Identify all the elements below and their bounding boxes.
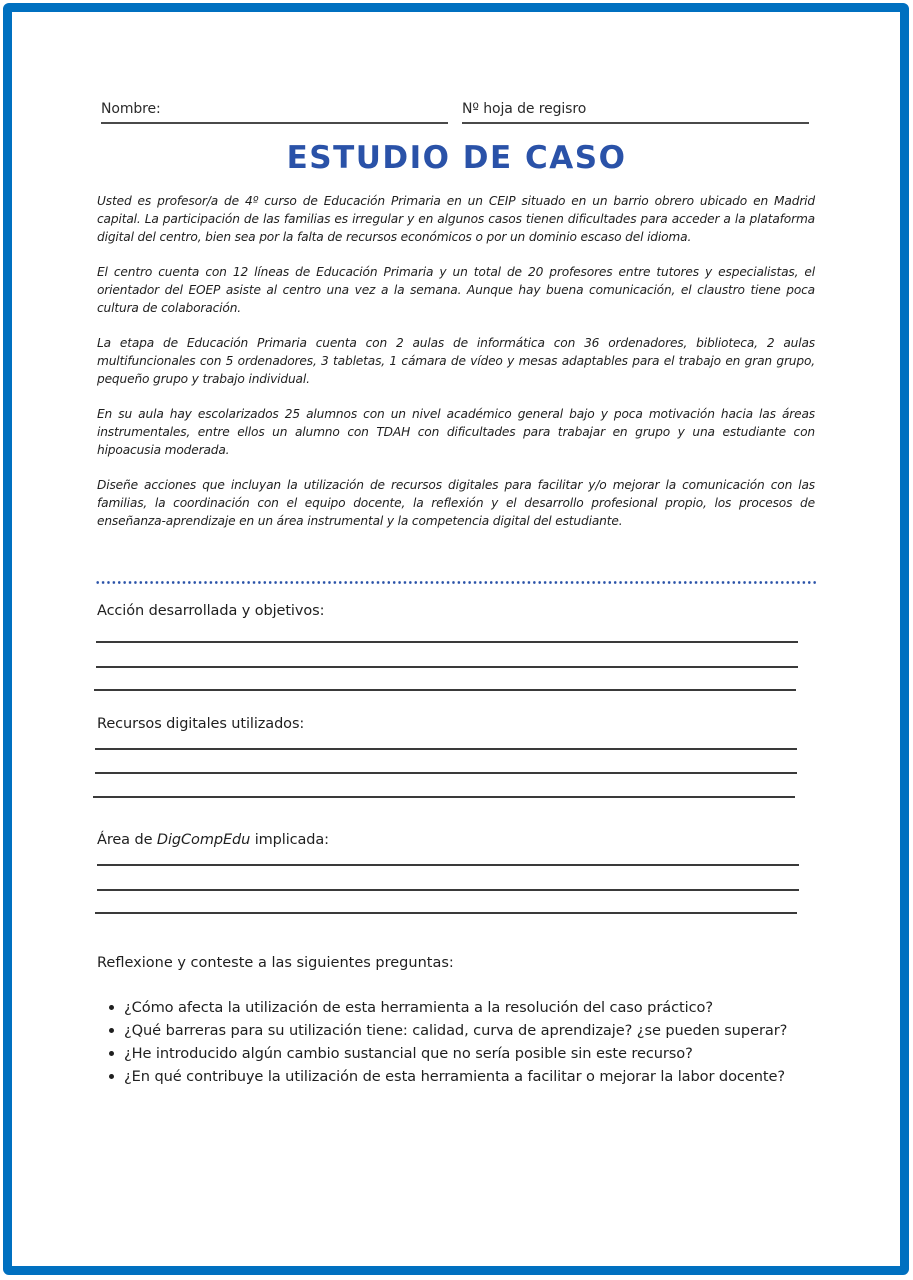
sheet-number-label: Nº hoja de regisro bbox=[462, 101, 587, 117]
area-answer-line-1[interactable] bbox=[97, 864, 799, 866]
question-text: ¿En qué contribuye la utilización de esta herramienta a facilitar o mejorar la labor docente? bbox=[124, 1068, 786, 1085]
resources-answer-line-3[interactable] bbox=[93, 796, 795, 798]
question-text: ¿He introducido algún cambio sustancial que no sería posible sin este recurso? bbox=[124, 1045, 693, 1062]
area-answer-line-3[interactable] bbox=[95, 912, 797, 914]
reflection-label: Reflexione y conteste a las siguientes preguntas: bbox=[97, 955, 454, 971]
case-description bbox=[97, 192, 815, 547]
question-item bbox=[124, 1065, 814, 1088]
name-field[interactable] bbox=[101, 98, 448, 124]
area-label-emphasis: DigCompEdu bbox=[156, 832, 251, 848]
resources-section-label: Recursos digitales utilizados: bbox=[97, 716, 305, 732]
question-text: ¿Cómo afecta la utilización de esta herramienta a la resolución del caso práctico? bbox=[124, 999, 713, 1016]
name-label: Nombre: bbox=[101, 101, 161, 117]
question-item bbox=[124, 1019, 814, 1042]
question-item bbox=[124, 996, 814, 1019]
reflection-questions bbox=[124, 996, 814, 1088]
area-label-prefix: Área de bbox=[97, 832, 157, 848]
bullet-icon bbox=[109, 1074, 114, 1079]
resources-answer-line-1[interactable] bbox=[95, 748, 797, 750]
question-item bbox=[124, 1042, 814, 1065]
resources-answer-line-2[interactable] bbox=[95, 772, 797, 774]
area-label-suffix: implicada: bbox=[250, 832, 329, 848]
intro-paragraph: Diseñe acciones que incluyan la utilización de recursos digitales para facilitar y/o mejorar la comunicación con las familias, la coordinación con el equipo docente, la reflexión y el desarrollo profesional propio, los procesos de enseñanza-aprendizaje en un área instrumental y la competencia digital del estudiante. bbox=[97, 478, 815, 528]
intro-paragraph: La etapa de Educación Primaria cuenta con 2 aulas de informática con 36 ordenadores, biblioteca, 2 aulas multifuncionales con 5 ordenadores, 3 tabletas, 1 cámara de vídeo y mesas adaptables para el trabajo en gran grupo, pequeño grupo y trabajo individual. bbox=[97, 336, 815, 386]
page-title: ESTUDIO DE CASO bbox=[286, 140, 627, 176]
action-section-label: Acción desarrollada y objetivos: bbox=[97, 603, 325, 619]
dotted-divider bbox=[95, 581, 816, 584]
intro-paragraph: En su aula hay escolarizados 25 alumnos con un nivel académico general bajo y poca motivación hacia las áreas instrumentales, entre ellos un alumno con TDAH con dificultades para trabajar en grupo y una estudiante con hipoacusia moderada. bbox=[97, 407, 815, 457]
bullet-icon bbox=[109, 1051, 114, 1056]
bullet-icon bbox=[109, 1005, 114, 1010]
action-answer-line-1[interactable] bbox=[96, 641, 798, 643]
digcompedu-section-label bbox=[97, 832, 329, 848]
action-answer-line-2[interactable] bbox=[96, 666, 798, 668]
intro-paragraph: El centro cuenta con 12 líneas de Educación Primaria y un total de 20 profesores entre tutores y especialistas, el orientador del EOEP asiste al centro una vez a la semana. Aunque hay buena comunicación, el claustro tiene poca cultura de colaboración. bbox=[97, 265, 815, 315]
bullet-icon bbox=[109, 1028, 114, 1033]
action-answer-line-3[interactable] bbox=[94, 689, 796, 691]
intro-paragraph: Usted es profesor/a de 4º curso de Educación Primaria en un CEIP situado en un barrio obrero ubicado en Madrid capital. La participación de las familias es irregular y en algunos casos tienen dificultades para acceder a la plataforma digital del centro, bien sea por la falta de recursos económicos o por un dominio escaso del idioma. bbox=[97, 194, 815, 244]
question-text: ¿Qué barreras para su utilización tiene: calidad, curva de aprendizaje? ¿se pueden superar? bbox=[124, 1022, 788, 1039]
area-answer-line-2[interactable] bbox=[97, 889, 799, 891]
sheet-number-field[interactable] bbox=[462, 98, 809, 124]
